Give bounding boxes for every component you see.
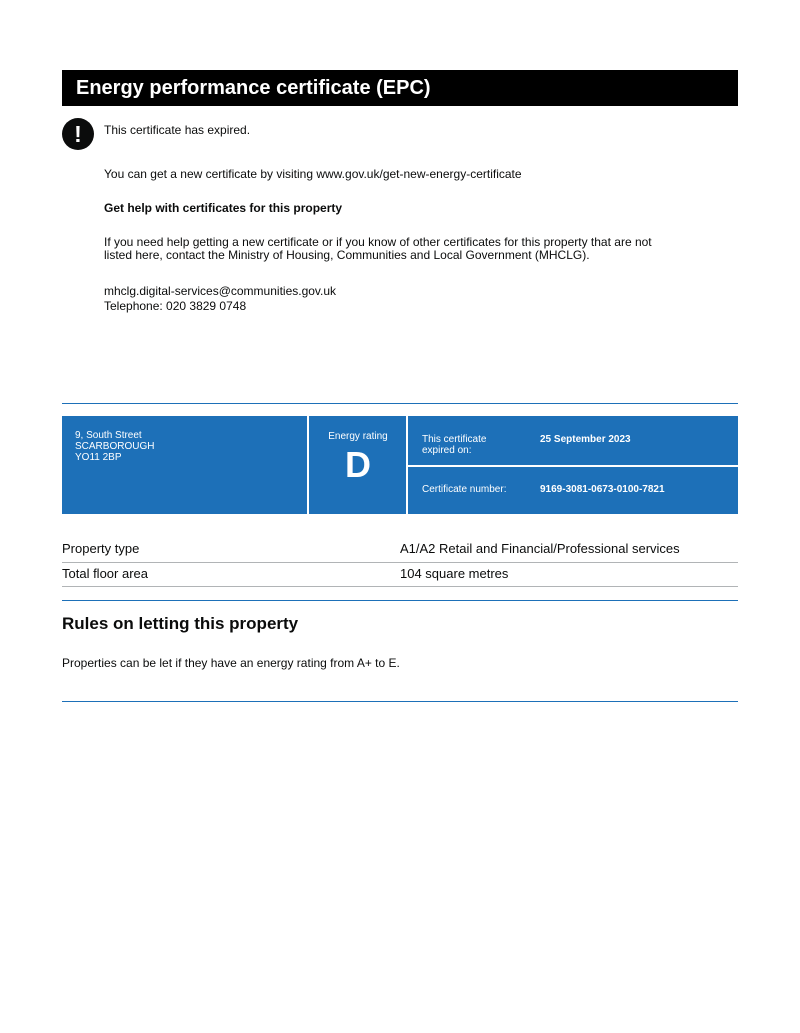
address-line-2: SCARBOROUGH — [75, 441, 155, 452]
address-line-1: 9, South Street — [75, 430, 142, 441]
expired-notice: This certificate has expired. — [104, 123, 251, 137]
box-divider — [307, 416, 309, 514]
expired-date: 25 September 2023 — [540, 434, 631, 445]
box-divider — [408, 465, 738, 467]
rules-text: Properties can be let if they have an energy rating from A+ to E. — [62, 656, 400, 670]
property-address — [75, 430, 154, 463]
property-type-label: Property type — [62, 541, 140, 556]
exclamation-icon: ! — [62, 118, 94, 150]
help-text-line-1: If you need help getting a new certificate or if you know of other certificates for this property that are not — [104, 235, 652, 249]
property-type-value: A1/A2 Retail and Financial/Professional services — [400, 541, 680, 556]
help-text-line-2: listed here, contact the Ministry of Housing, Communities and Local Government (MHCLG). — [104, 248, 590, 262]
section-divider — [62, 701, 738, 702]
expired-on-label: This certificate expired on: — [422, 434, 487, 456]
certificate-number: 9169-3081-0673-0100-7821 — [540, 484, 665, 495]
contact-email[interactable]: mhclg.digital-services@communities.gov.uk — [104, 284, 337, 298]
help-heading: Get help with certificates for this property — [104, 201, 343, 215]
property-summary-box — [62, 416, 738, 514]
address-postcode: YO11 2BP — [75, 452, 122, 463]
section-divider — [62, 600, 738, 601]
row-divider — [62, 562, 738, 563]
energy-rating-value: D — [345, 444, 371, 485]
new-certificate-text: You can get a new certificate by visiting www.gov.uk/get-new-energy-certificate — [104, 167, 522, 181]
floor-area-value: 104 square metres — [400, 566, 509, 581]
row-divider — [62, 586, 738, 587]
contact-telephone: Telephone: 020 3829 0748 — [104, 299, 247, 313]
section-divider — [62, 403, 738, 404]
certificate-number-label: Certificate number: — [422, 484, 507, 495]
floor-area-label: Total floor area — [62, 566, 148, 581]
page-title: Energy performance certificate (EPC) — [62, 70, 738, 106]
energy-rating-label: Energy rating — [328, 431, 388, 442]
rules-heading: Rules on letting this property — [62, 614, 299, 633]
